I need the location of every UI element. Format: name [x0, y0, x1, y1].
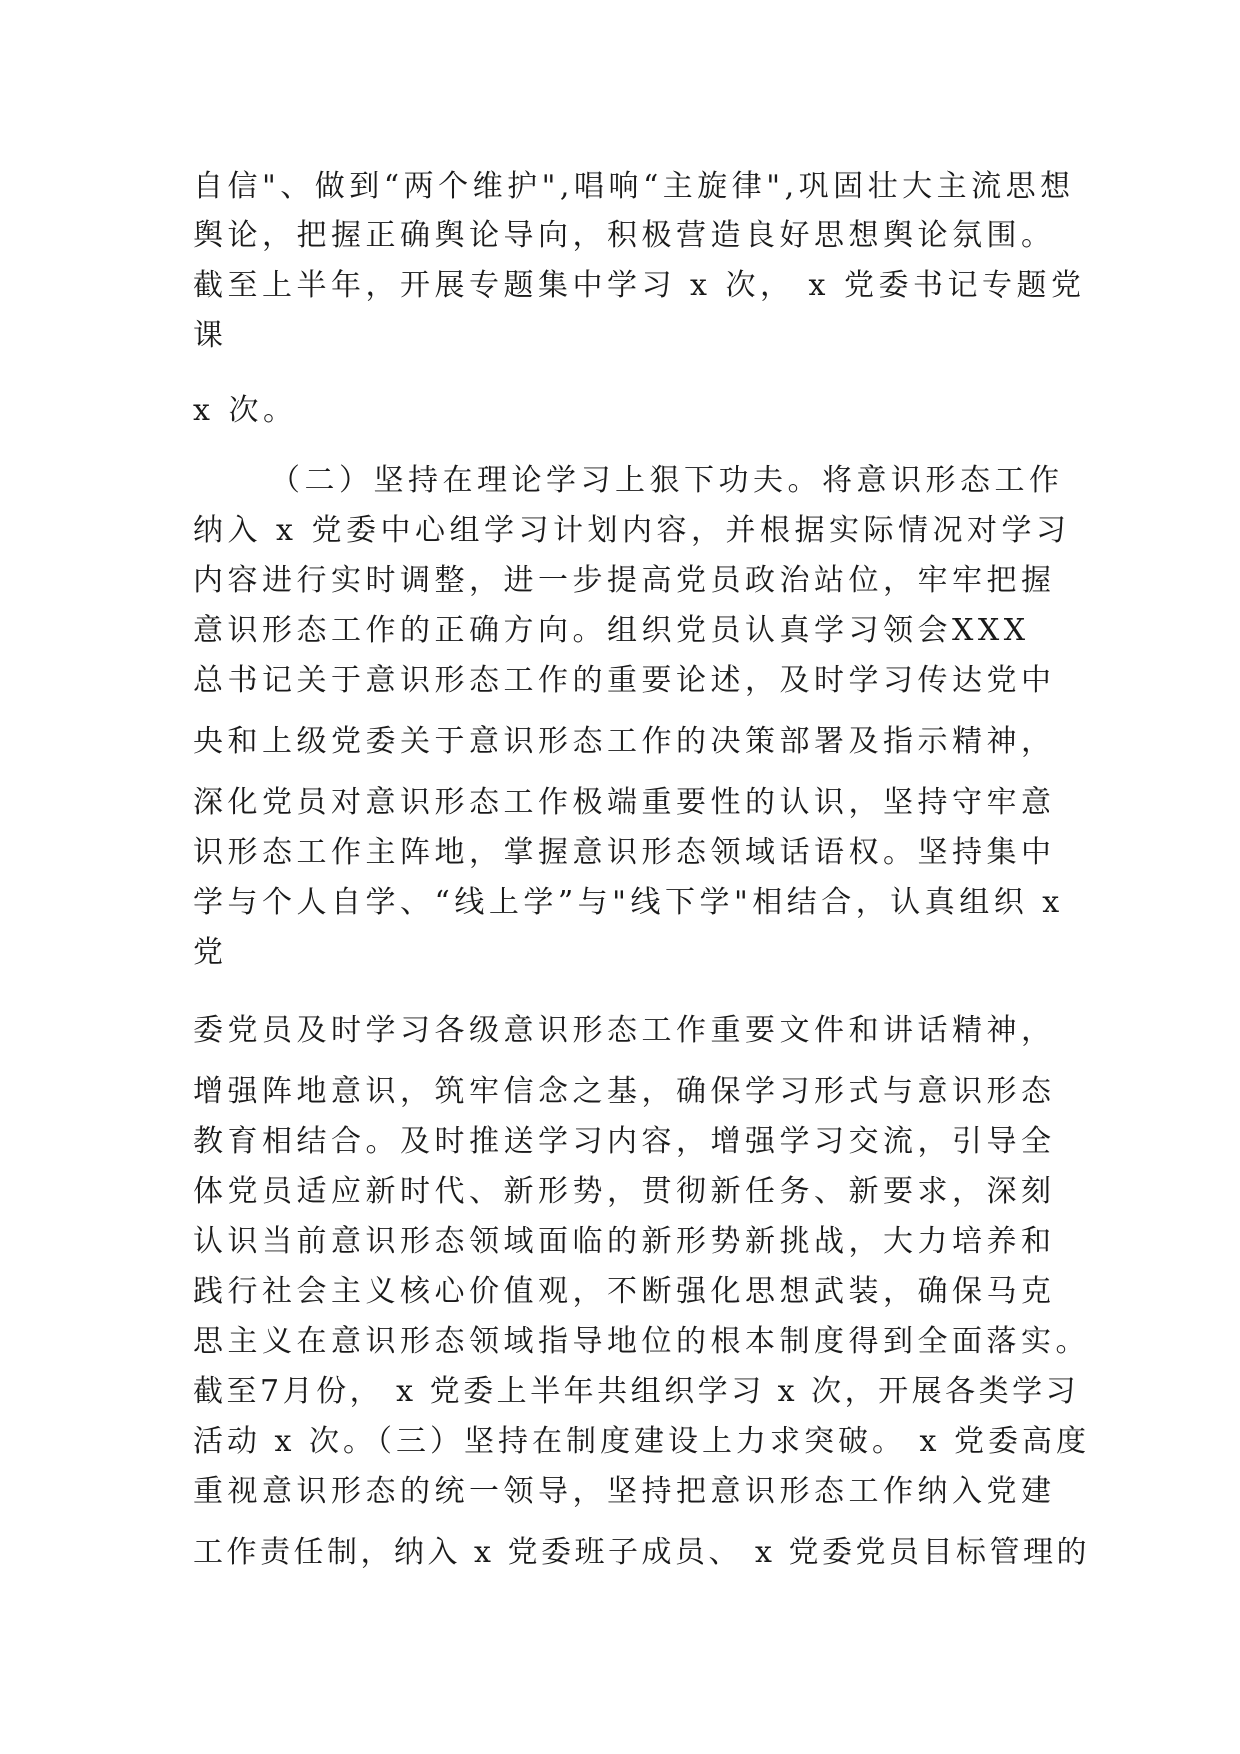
text-line: 央和上级党委关于意识形态工作的决策部署及指示精神， — [193, 724, 1056, 759]
text-line: 党 — [193, 935, 228, 970]
text-line: 纳入 x 党委中心组学习计划内容，并根据实际情况对学习 — [193, 513, 1071, 548]
text-line: 活动 x 次。（三）坚持在制度建设上力求突破。 x 党委高度 — [193, 1424, 1090, 1459]
text-line: 思主义在意识形态领域指导地位的根本制度得到全面落实。 — [193, 1324, 1090, 1359]
text-line: 体党员适应新时代、新形势，贯彻新任务、新要求，深刻 — [193, 1174, 1056, 1209]
text-line: x 次。 — [193, 393, 298, 428]
text-line: 重视意识形态的统一领导，坚持把意识形态工作纳入党建 — [193, 1474, 1056, 1509]
text-line: 自信"、做到“两个维护",唱响“主旋律",巩固壮大主流思想 — [193, 169, 1075, 204]
text-line: 工作责任制，纳入 x 党委班子成员、 x 党委党员目标管理的 — [193, 1535, 1090, 1570]
text-line: 教育相结合。及时推送学习内容，增强学习交流，引导全 — [193, 1124, 1056, 1159]
text-line: 截至7月份， x 党委上半年共组织学习 x 次，开展各类学习 — [193, 1374, 1080, 1409]
text-line: 深化党员对意识形态工作极端重要性的认识，坚持守牢意 — [193, 785, 1056, 820]
text-line: 委党员及时学习各级意识形态工作重要文件和讲话精神， — [193, 1013, 1056, 1048]
text-line: 舆论，把握正确舆论导向，积极营造良好思想舆论氛围。 — [193, 218, 1056, 253]
text-line: 总书记关于意识形态工作的重要论述，及时学习传达党中 — [193, 663, 1056, 698]
text-line: 课 — [193, 318, 228, 353]
text-line: 识形态工作主阵地，掌握意识形态领域话语权。坚持集中 — [193, 835, 1056, 870]
paragraph-heading-line: （二）坚持在理论学习上狠下功夫。将意识形态工作 — [270, 463, 1064, 498]
text-line: 学与个人自学、“线上学”与"线下学"相结合，认真组织 x — [193, 885, 1064, 920]
text-line: 增强阵地意识，筑牢信念之基，确保学习形式与意识形态 — [193, 1074, 1056, 1109]
text-line: 认识当前意识形态领域面临的新形势新挑战，大力培养和 — [193, 1224, 1056, 1259]
text-line: 截至上半年，开展专题集中学习 x 次， x 党委书记专题党 — [193, 268, 1086, 303]
text-line: 践行社会主义核心价值观，不断强化思想武装，确保马克 — [193, 1274, 1056, 1309]
text-line: 意识形态工作的正确方向。组织党员认真学习领会XXX — [193, 613, 1030, 648]
text-line: 内容进行实时调整，进一步提高党员政治站位，牢牢把握 — [193, 563, 1056, 598]
